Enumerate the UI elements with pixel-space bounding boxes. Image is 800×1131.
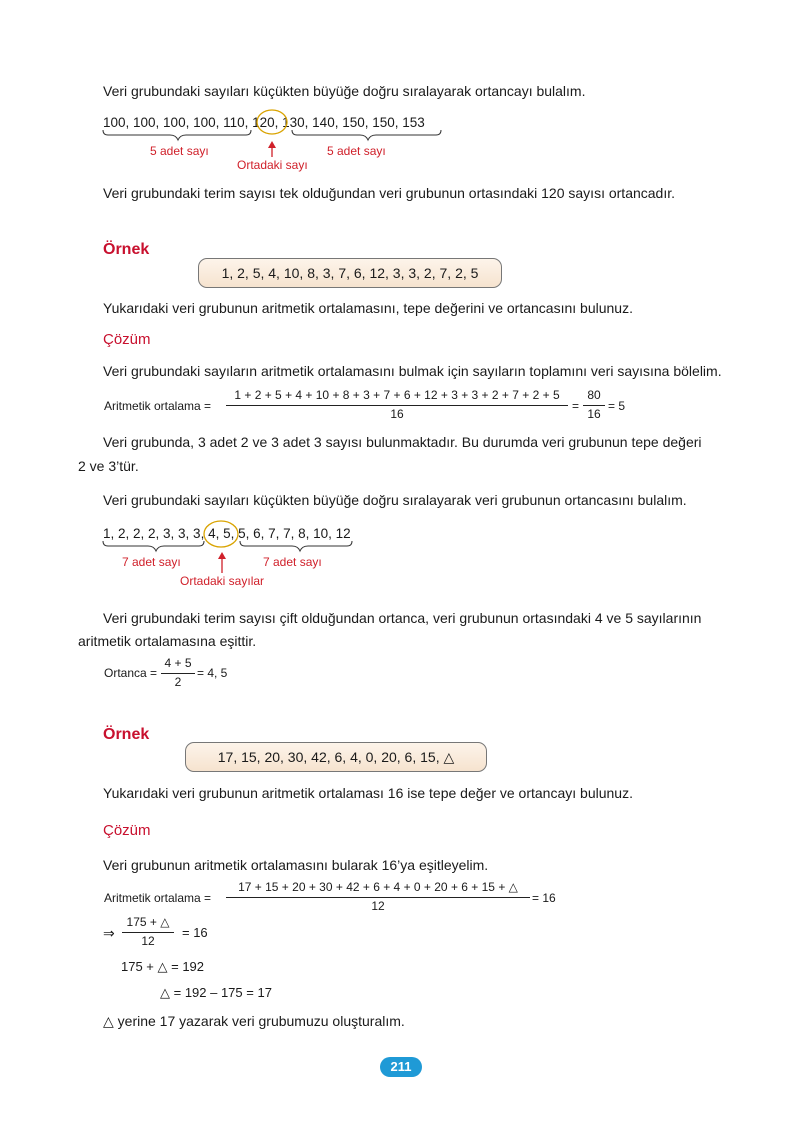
median-denominator: 2 — [174, 675, 182, 689]
even-text-line2: aritmetik ortalamasına eşittir. — [78, 633, 257, 649]
mean-label: Aritmetik ortalama = — [104, 891, 212, 905]
equation-line-a: 175 + △ = 192 — [121, 959, 205, 974]
sorted-sequence: 1, 2, 2, 2, 3, 3, 3, 4, 5, 5, 6, 7, 7, 8, 10, 12 — [103, 526, 351, 541]
data-box: 1, 2, 5, 4, 10, 8, 3, 7, 6, 12, 3, 3, 2, 7, 2, 5 — [198, 258, 502, 288]
question-text: Yukarıdaki veri grubunun aritmetik ortalamasını, tepe değerini ve ortancasını bulunuz. — [103, 300, 633, 316]
even-text-line1: Veri grubundaki terim sayısı çift olduğundan ortanca, veri grubunun ortasındaki 4 ve 5 sayılarının — [103, 610, 702, 626]
fraction2-numerator: 80 — [587, 388, 601, 402]
intro-text: Veri grubundaki sayıları küçükten büyüğe doğru sıralayarak ortancayı bulalım. — [103, 83, 586, 99]
question-text: Yukarıdaki veri grubunun aritmetik ortalaması 16 ise tepe değer ve ortancayı bulunuz. — [103, 785, 633, 801]
solution-heading: Çözüm — [103, 822, 151, 839]
right-count-label: 7 adet sayı — [263, 555, 322, 569]
median-label: Ortanca = — [104, 666, 158, 680]
example-heading: Örnek — [103, 241, 150, 258]
page-number: 211 — [380, 1057, 422, 1077]
median-result: = 4, 5 — [197, 666, 228, 680]
fraction-result: = 16 — [182, 925, 208, 940]
median-numerator: 4 + 5 — [164, 656, 192, 670]
step-text: Veri grubundaki sayıların aritmetik ortalamasını bulmak için sayıların toplamını veri sayısına bölelim. — [103, 363, 722, 379]
equals-sign: = — [572, 399, 580, 413]
sort-instruction: Veri grubundaki sayıları küçükten büyüğe doğru sıralayarak veri grubunun ortancasını bulalım. — [103, 492, 687, 508]
mean-numerator: 1 + 2 + 5 + 4 + 10 + 8 + 3 + 7 + 6 + 12 + 3 + 3 + 2 + 7 + 2 + 5 — [234, 388, 560, 402]
example-heading: Örnek — [103, 726, 150, 743]
fraction2-denominator: 16 — [587, 407, 601, 421]
mode-text-line2: 2 ve 3’tür. — [78, 458, 139, 474]
fraction-bar — [122, 932, 174, 933]
mean-result: = 5 — [608, 399, 626, 413]
conclusion-text: Veri grubundaki terim sayısı tek olduğundan veri grubunun ortasındaki 120 sayısı ortancadır. — [103, 185, 676, 201]
mean-denominator: 12 — [371, 899, 385, 913]
mean-denominator: 16 — [390, 407, 404, 421]
solution-heading: Çözüm — [103, 331, 151, 348]
mean-label: Aritmetik ortalama = — [104, 399, 212, 413]
step-text: Veri grubunun aritmetik ortalamasını bularak 16’ya eşitleyelim. — [103, 857, 489, 873]
fraction-bar — [161, 673, 195, 674]
data-box: 17, 15, 20, 30, 42, 6, 4, 0, 20, 6, 15, △ — [185, 742, 487, 772]
mean-result: = 16 — [532, 891, 556, 905]
mean-numerator: 17 + 15 + 20 + 30 + 42 + 6 + 4 + 0 + 20 + 6 + 15 + △ — [238, 880, 518, 894]
left-count-label: 5 adet sayı — [150, 144, 209, 158]
right-count-label: 5 adet sayı — [327, 144, 386, 158]
fraction-numerator: 175 + △ — [126, 915, 170, 929]
implies-arrow: ⇒ — [103, 925, 115, 941]
equation-line-b: △ = 192 – 175 = 17 — [160, 985, 272, 1000]
middle-label: Ortadaki sayılar — [180, 574, 265, 588]
fraction-bar — [226, 897, 530, 898]
sorted-sequence: 100, 100, 100, 100, 110, 120, 130, 140, 150, 150, 153 — [103, 115, 425, 130]
final-text: △ yerine 17 yazarak veri grubumuzu oluşturalım. — [103, 1013, 405, 1029]
mode-text-line1: Veri grubunda, 3 adet 2 ve 3 adet 3 sayısı bulunmaktadır. Bu durumda veri grubunun tepe değeri — [103, 434, 702, 450]
left-count-label: 7 adet sayı — [122, 555, 181, 569]
fraction-denominator: 12 — [141, 934, 155, 948]
middle-label: Ortadaki sayı — [237, 158, 308, 172]
